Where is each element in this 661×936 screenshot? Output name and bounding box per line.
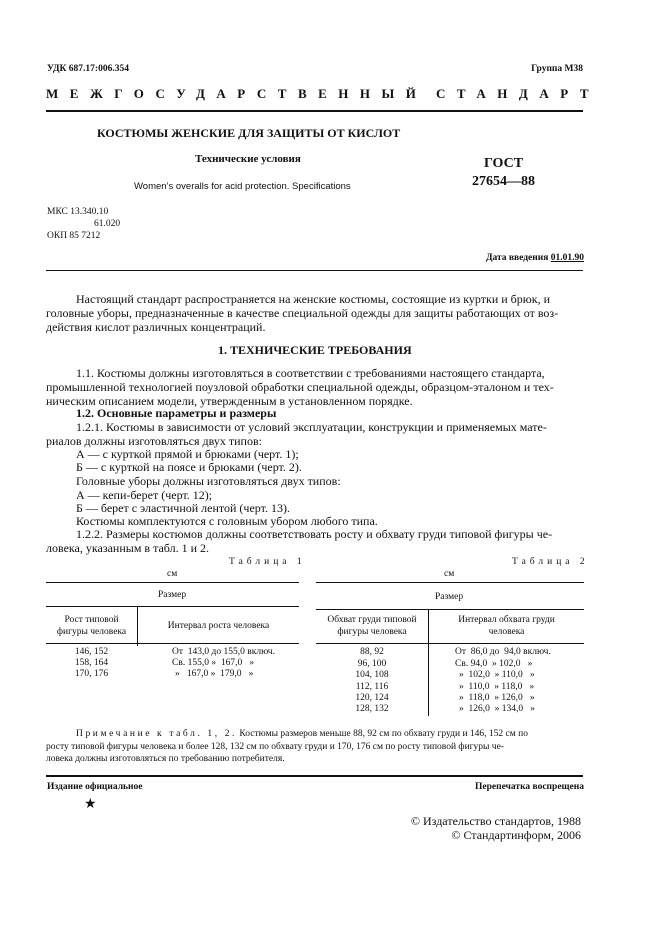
copyright-line-1: © Издательство стандартов, 1988 <box>410 814 581 828</box>
table-row: » 110,0 » 118,0 » <box>459 682 535 692</box>
table1-unit: см <box>167 569 178 579</box>
intro-line-2: головные уборы, предназначенные в качестве специальной одежды для защиты работающих от воз- <box>46 306 559 320</box>
table-row: » 118,0 » 126,0 » <box>459 693 535 703</box>
table-note-line-2: росту типовой фигуры человека и более 128, 132 см по обхвату груди и 170, 176 см по росту типовой фигуры че- <box>46 742 504 752</box>
reprint-notice: Перепечатка воспрещена <box>474 782 584 792</box>
standard-title: КОСТЮМЫ ЖЕНСКИЕ ДЛЯ ЗАЩИТЫ ОТ КИСЛОТ <box>97 126 401 140</box>
subsection-line-7: Б — берет с эластичной лентой (черт. 13). <box>76 501 290 515</box>
section-line-3: ническим описанием модели, утвержденным в установленном порядке. <box>46 394 413 408</box>
table-row: 112, 116 <box>355 682 389 692</box>
gost-number: 27654—88 <box>472 174 535 189</box>
table-row: 120, 124 <box>355 693 389 703</box>
intro-line-3: действия кислот различных концентраций. <box>46 320 266 334</box>
table2-col1-header-2: фигуры человека <box>337 627 407 637</box>
mks-code-2: 61.020 <box>94 219 121 229</box>
table2-col2-header-2: человека <box>488 627 525 637</box>
table-row: 104, 108 <box>355 670 389 680</box>
okp-code: ОКП 85 7212 <box>47 231 101 241</box>
subsection-line-5: Головные уборы должны изготовляться двух типов: <box>76 474 341 488</box>
section-line-2: промышленной технологией поузловой обработки специальной одежды, образцом-эталоном и тех- <box>46 380 554 394</box>
table1-header-rule <box>46 643 299 644</box>
table2-mid-rule <box>316 609 584 610</box>
table2-caption: Таблица 2 <box>512 557 589 567</box>
banner-right: СТАНДАРТ <box>436 86 601 101</box>
table-row: От 143,0 до 155,0 включ. <box>172 647 275 657</box>
table-note-line-3: ловека должны изготовляться по требованию потребителя. <box>46 754 285 764</box>
subsection-line-6: А — кепи-берет (черт. 12); <box>76 488 213 502</box>
table-row: 146, 152 <box>74 647 109 657</box>
footer-rule <box>46 775 583 777</box>
header-rule <box>46 110 583 112</box>
table1-group-header: Размер <box>158 590 187 600</box>
table-note-text-1: Костюмы размеров меньше 88, 92 см по обхвату груди и 146, 152 см по <box>239 729 528 739</box>
subsection-line-10: ловека, указанным в табл. 1 и 2. <box>46 541 210 555</box>
table2-header-rule <box>316 643 584 644</box>
table-row: » 126,0 » 134,0 » <box>459 704 535 714</box>
table1-col2-header: Интервал роста человека <box>167 621 270 631</box>
subsection-line-2: риалов должны изготовляться двух типов: <box>46 434 262 448</box>
group-code: Группа М38 <box>531 64 583 74</box>
section-line-1: 1.1. Костюмы должны изготовляться в соответствии с требованиями настоящего стандарта, <box>76 366 545 380</box>
intro-date-value: 01.01.90 <box>550 253 584 263</box>
star-icon: ★ <box>84 797 97 812</box>
table-note-label: Примечание к табл. 1, 2. <box>76 729 238 739</box>
table1-col1-header-2: фигуры человека <box>56 627 127 637</box>
subsection-line-1: 1.2.1. Костюмы в зависимости от условий эксплуатации, конструкции и применяемых мате- <box>76 420 547 434</box>
banner-left: МЕЖГОСУДАРСТВЕННЫЙ <box>46 86 428 101</box>
table-row: 88, 92 <box>360 647 384 657</box>
subsection-title: 1.2. Основные параметры и размеры <box>76 406 277 420</box>
english-title: Women’s overalls for acid protection. Specifications <box>134 181 351 192</box>
table2-unit: см <box>444 569 455 579</box>
mks-code-1: МКС 13.340.10 <box>47 207 109 217</box>
standard-subtitle: Технические условия <box>195 153 301 165</box>
gost-label: ГОСТ <box>484 156 524 171</box>
intro-date <box>486 253 584 263</box>
table2-group-header: Размер <box>435 592 464 602</box>
table-row: Св. 94,0 » 102,0 » <box>455 659 533 669</box>
table-row: 158, 164 <box>74 658 109 668</box>
table-note-line-1 <box>76 729 528 739</box>
table1-top-rule <box>46 582 299 583</box>
table-row: От 86,0 до 94,0 включ. <box>455 647 551 657</box>
table-row: » 167,0 » 179,0 » <box>175 669 254 679</box>
table2-top-rule <box>316 582 584 583</box>
table-row: » 102,0 » 110,0 » <box>459 670 535 680</box>
copyright-line-2: © Стандартинформ, 2006 <box>451 828 581 842</box>
table2-col2-header-1: Интервал обхвата груди <box>458 615 555 625</box>
table2-col-divider <box>428 609 429 716</box>
subsection-line-4: Б — с курткой на поясе и брюками (черт. 2). <box>76 460 302 474</box>
table1-col1-header-1: Рост типовой <box>64 615 119 625</box>
subsection-line-9: 1.2.2. Размеры костюмов должны соответствовать росту и обхвату груди типовой фигуры че- <box>76 527 553 541</box>
subsection-line-8: Костюмы комплектуются с головным убором любого типа. <box>76 514 378 528</box>
table1-caption: Таблица 1 <box>229 557 306 567</box>
table-row: 128, 132 <box>355 704 389 714</box>
table2-col1-header-1: Обхват груди типовой <box>327 615 417 625</box>
udk-code: УДК 687.17:006.354 <box>47 64 129 74</box>
table-row: 170, 176 <box>74 669 109 679</box>
date-rule <box>46 270 583 271</box>
table-row: 96, 100 <box>357 659 387 669</box>
table-row: Св. 155,0 » 167,0 » <box>172 658 255 668</box>
intro-date-label: Дата введения <box>485 253 549 263</box>
section-title: 1. ТЕХНИЧЕСКИЕ ТРЕБОВАНИЯ <box>218 343 412 357</box>
official-edition: Издание официальное <box>47 782 143 792</box>
table1-mid-rule <box>46 606 299 607</box>
subsection-line-3: А — с курткой прямой и брюками (черт. 1); <box>76 447 299 461</box>
intro-line-1: Настоящий стандарт распространяется на женские костюмы, состоящие из куртки и брюк, и <box>76 292 550 306</box>
